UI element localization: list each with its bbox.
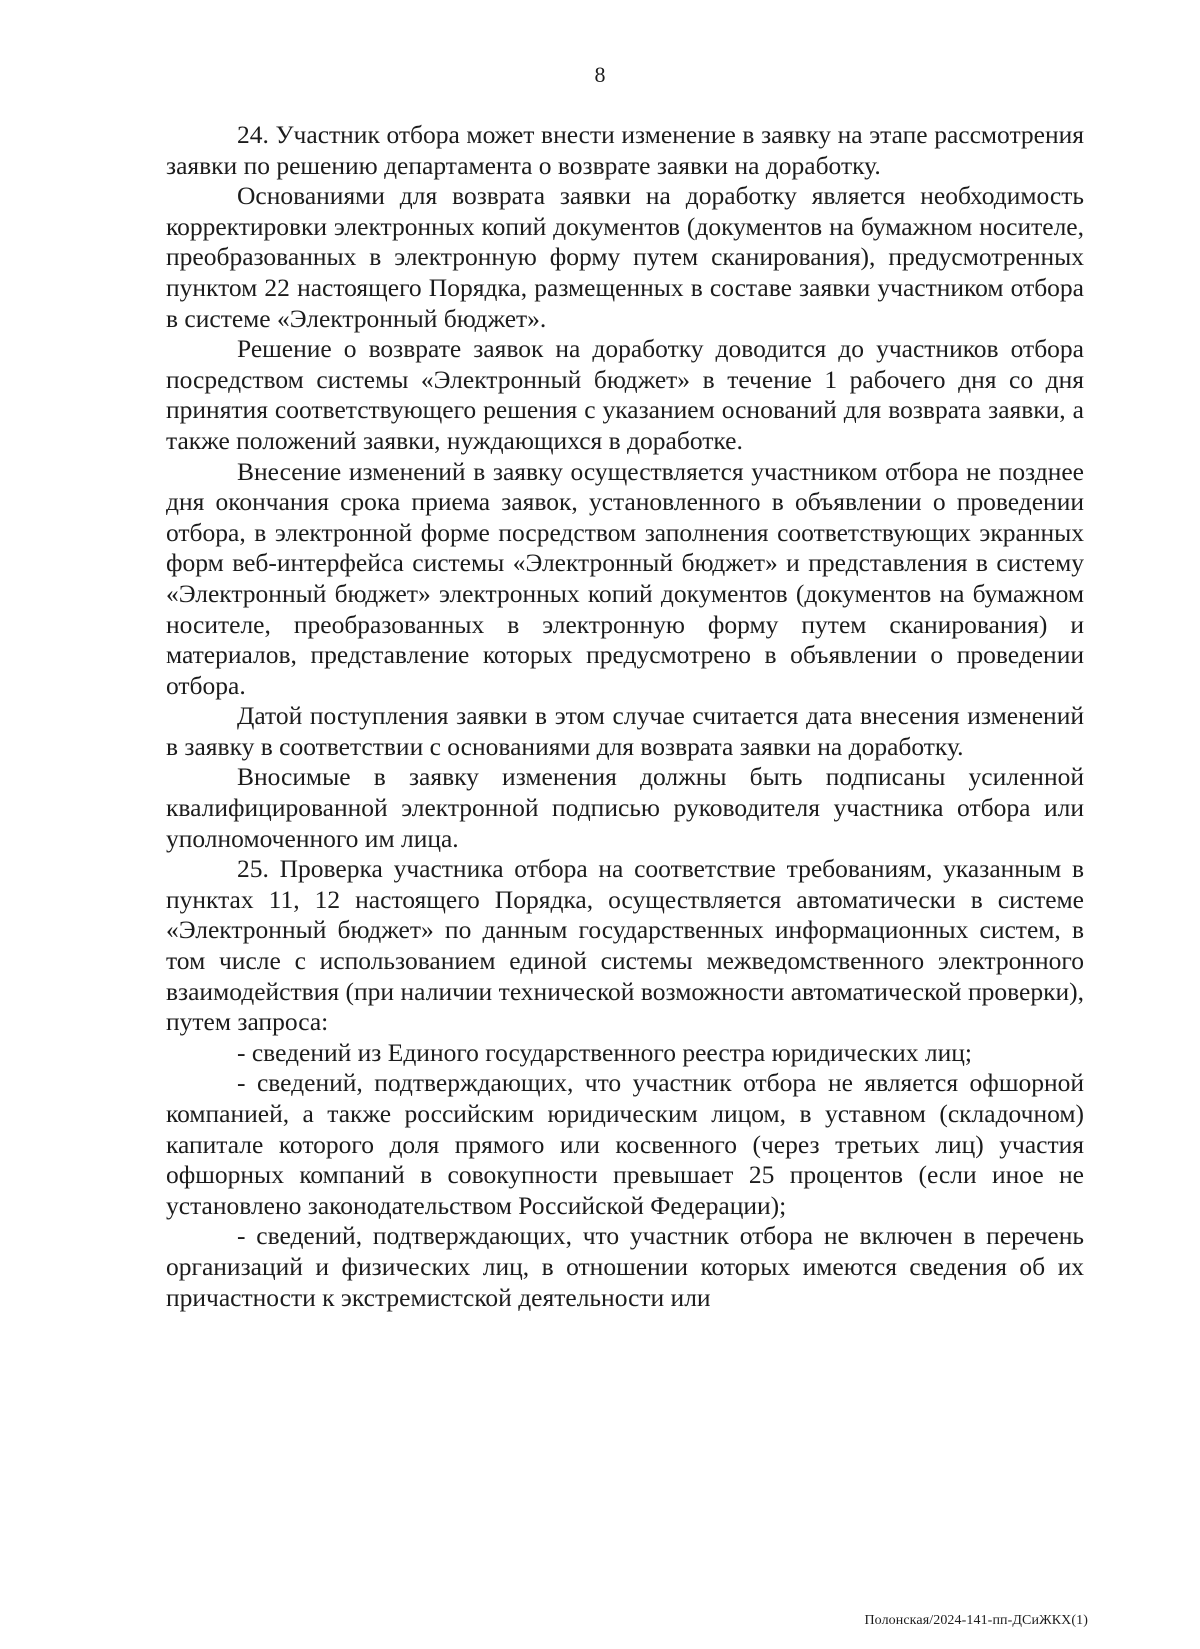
document-id-footer: Полонская/2024-141-пп-ДСиЖКХ(1) <box>864 1613 1088 1628</box>
paragraph-receipt-date: Датой поступления заявки в этом случае считается дата внесения изменений в заявку в соответствии с основаниями для возврата заявки на доработку. <box>166 701 1084 761</box>
paragraph-changes-procedure: Внесение изменений в заявку осуществляется участником отбора не позднее дня окончания срока приема заявок, установленного в объявлении о проведении отбора, в электронной форме посредством заполнения соответствующих экранных форм веб-интерфейса системы «Электронный бюджет» и представления в систему «Электронный бюджет» электронных копий документов (документов на бумажном носителе, преобразованных в электронную форму путем сканирования) и материалов, представление которых предусмотрено в объявлении о проведении отбора. <box>166 456 1084 700</box>
list-item-egrul: - сведений из Единого государственного реестра юридических лиц; <box>237 1037 973 1067</box>
list-item-offshore: - сведений, подтверждающих, что участник отбора не является офшорной компанией, а также российским юридическим лицом, в уставном (складочном) капитале которого доля прямого или косвенного (через третьих лиц) участия офшорных компаний в совокупности превышает 25 процентов (если иное не установлено законодательством Российской Федерации); <box>166 1068 1084 1220</box>
paragraph-return-decision: Решение о возврате заявок на доработку доводится до участников отбора посредством системы «Электронный бюджет» в течение 1 рабочего дня со дня принятия соответствующего решения с указанием оснований для возврата заявки, а также положений заявки, нуждающихся в доработке. <box>166 334 1084 455</box>
list-item-extremism: - сведений, подтверждающих, что участник отбора не включен в перечень организаций и физических лиц, в отношении которых имеются сведения об их причастности к экстремистской деятельности или <box>166 1221 1084 1312</box>
page-number: 8 <box>594 62 606 87</box>
paragraph-25-verification: 25. Проверка участника отбора на соответствие требованиям, указанным в пунктах 11, 12 настоящего Порядка, осуществляется автоматически в системе «Электронный бюджет» по данным государственных информационных систем, в том числе с использованием единой системы межведомственного электронного взаимодействия (при наличии технической возможности автоматической проверки), путем запроса: <box>166 854 1084 1037</box>
document-body <box>166 120 1084 1313</box>
paragraph-signature-requirement: Вносимые в заявку изменения должны быть подписаны усиленной квалифицированной электронной подписью руководителя участника отбора или уполномоченного им лица. <box>166 762 1084 853</box>
paragraph-return-grounds: Основаниями для возврата заявки на доработку является необходимость корректировки электронных копий документов (документов на бумажном носителе, преобразованных в электронную форму путем сканирования), предусмотренных пунктом 22 настоящего Порядка, размещенных в составе заявки участником отбора в системе «Электронный бюджет». <box>166 181 1084 333</box>
paragraph-24-intro: 24. Участник отбора может внести изменение в заявку на этапе рассмотрения заявки по решению департамента о возврате заявки на доработку. <box>166 120 1084 180</box>
